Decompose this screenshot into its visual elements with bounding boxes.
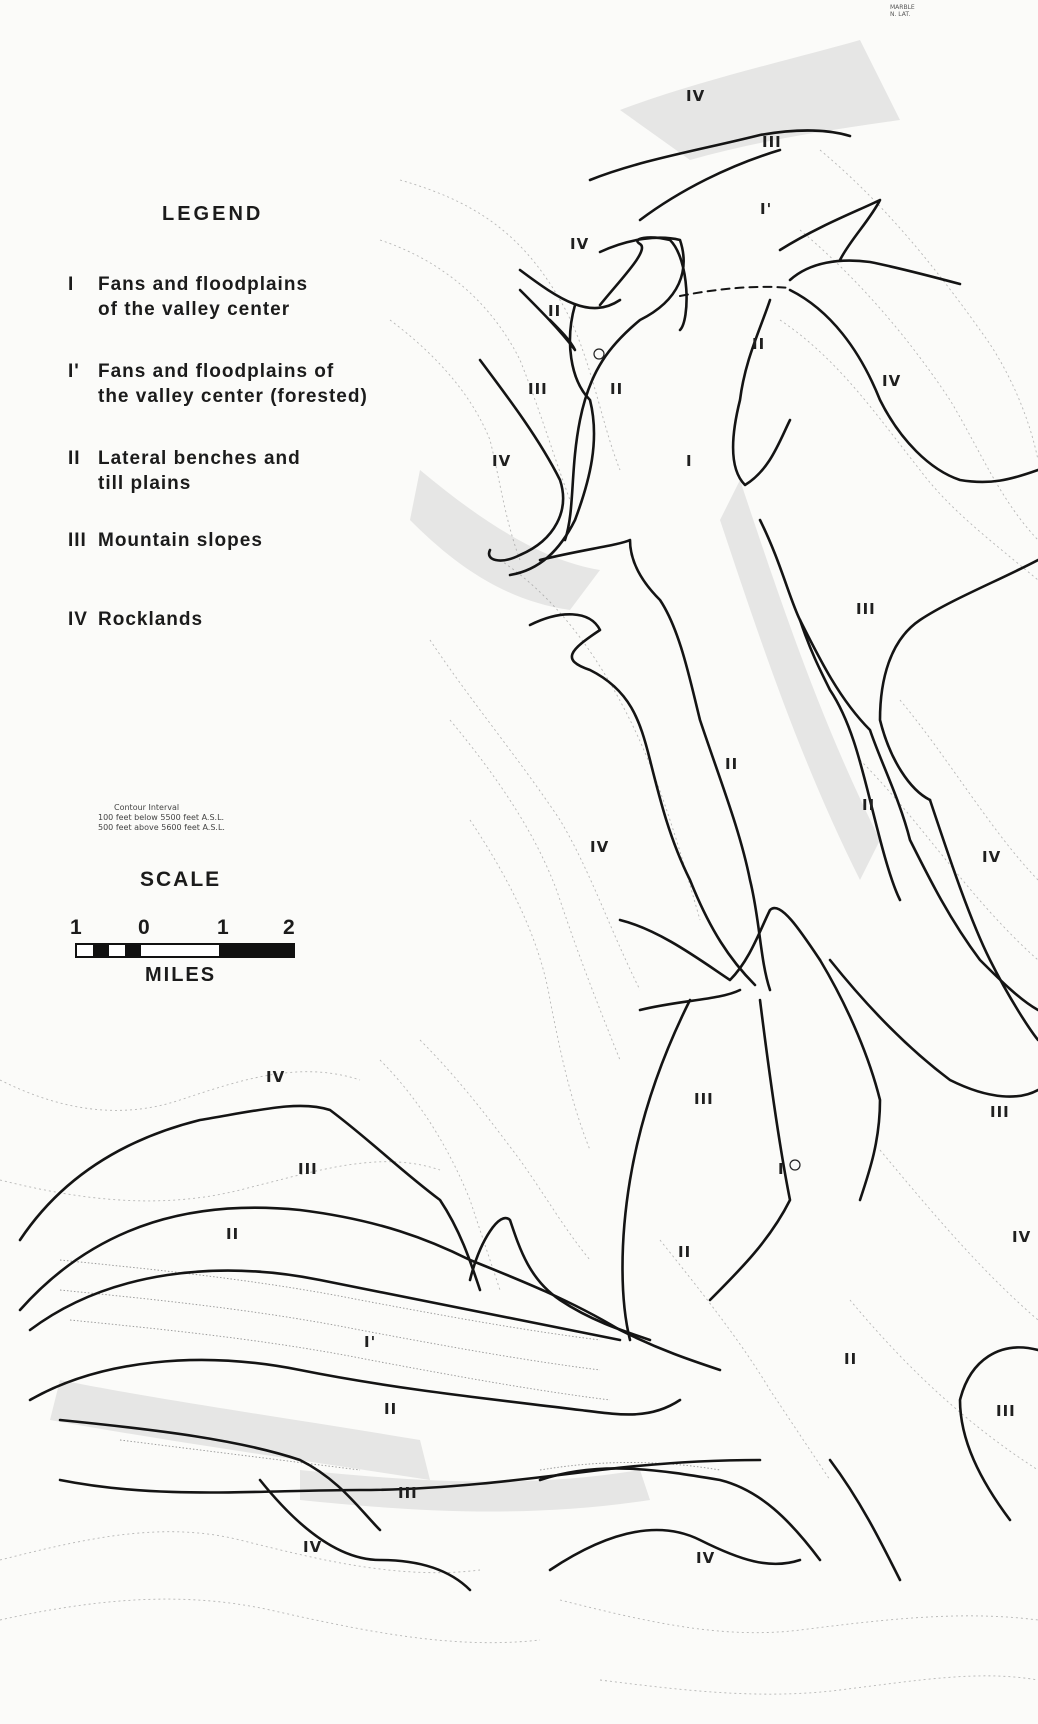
scale-units: MILES bbox=[145, 964, 217, 986]
zone-label: II bbox=[384, 1400, 398, 1418]
boundary-line bbox=[520, 270, 620, 308]
boundary-line bbox=[520, 290, 575, 350]
legend-text: Lateral benches and bbox=[98, 448, 301, 469]
zone-label: II bbox=[752, 335, 766, 353]
survey-marker bbox=[594, 349, 604, 359]
relief-shading bbox=[720, 480, 880, 880]
zone-label: IV bbox=[570, 235, 590, 253]
zone-label: III bbox=[762, 133, 782, 151]
zone-label: I bbox=[686, 452, 693, 470]
legend-text: the valley center (forested) bbox=[98, 386, 368, 407]
boundary-line bbox=[780, 200, 880, 260]
boundary-line bbox=[790, 290, 1038, 482]
legend-title: LEGEND bbox=[162, 203, 264, 225]
legend-code: I' bbox=[68, 361, 80, 382]
boundary-line bbox=[880, 560, 1038, 800]
boundary-line bbox=[550, 1530, 800, 1570]
zone-label: IV bbox=[882, 372, 902, 390]
contour-note-line: Contour Interval bbox=[114, 803, 180, 812]
zone-label: IV bbox=[1012, 1228, 1032, 1246]
boundary-line bbox=[640, 150, 780, 220]
corner-note-line: N. LAT. bbox=[890, 11, 911, 18]
scale-bar-segment bbox=[219, 945, 293, 956]
boundary-line bbox=[620, 908, 820, 980]
boundary-line bbox=[733, 300, 790, 485]
zone-label: III bbox=[398, 1484, 418, 1502]
scale-tick: 0 bbox=[138, 916, 150, 939]
contour-interval-note bbox=[98, 803, 225, 833]
zone-label: II bbox=[678, 1243, 692, 1261]
zone-label: II bbox=[844, 1350, 858, 1368]
zone-label: IV bbox=[982, 848, 1002, 866]
boundary-line bbox=[830, 960, 1038, 1097]
zone-label: II bbox=[610, 380, 624, 398]
scale-bar-segment bbox=[125, 945, 141, 956]
legend-code: I bbox=[68, 274, 75, 295]
corner-note bbox=[890, 4, 915, 18]
legend-text: Rocklands bbox=[98, 609, 204, 630]
boundary-line bbox=[600, 237, 687, 330]
scale-tick: 2 bbox=[283, 916, 295, 939]
legend-text: Fans and floodplains of bbox=[98, 361, 335, 382]
boundary-line bbox=[680, 287, 790, 296]
boundary-line bbox=[790, 261, 960, 284]
boundary-line bbox=[960, 1347, 1038, 1520]
scale-tick: 1 bbox=[70, 916, 82, 939]
legend-text: till plains bbox=[98, 473, 192, 494]
boundary-line bbox=[20, 1106, 480, 1290]
legend-text: Mountain slopes bbox=[98, 530, 263, 551]
legend-item-iii bbox=[68, 528, 263, 553]
zone-label: III bbox=[856, 600, 876, 618]
boundary-line bbox=[623, 1000, 691, 1340]
zone-label: III bbox=[990, 1103, 1010, 1121]
boundary-line bbox=[710, 1000, 790, 1300]
legend-item-ii bbox=[68, 446, 301, 496]
legend-item-i bbox=[68, 272, 308, 322]
scale-bar-segment bbox=[93, 945, 109, 956]
legend-code: III bbox=[68, 530, 87, 551]
boundary-line bbox=[930, 800, 1038, 1040]
boundary-line bbox=[30, 1271, 620, 1340]
boundary-line bbox=[530, 614, 755, 985]
corner-note-line: MARBLE bbox=[890, 4, 915, 11]
zone-label: IV bbox=[266, 1068, 286, 1086]
scale-title: SCALE bbox=[140, 868, 222, 891]
legend-code: IV bbox=[68, 609, 88, 630]
zone-label: IV bbox=[686, 87, 706, 105]
zone-label: IV bbox=[590, 838, 610, 856]
zone-label: II bbox=[226, 1225, 240, 1243]
relief-shading bbox=[620, 40, 900, 160]
relief-shading bbox=[50, 1380, 430, 1480]
zone-label: II bbox=[862, 796, 876, 814]
legend-code: II bbox=[68, 448, 81, 469]
survey-marker bbox=[790, 1160, 800, 1170]
boundary-line bbox=[820, 960, 880, 1200]
zone-label: II bbox=[548, 302, 562, 320]
zone-label: III bbox=[528, 380, 548, 398]
scale-bar bbox=[75, 943, 295, 958]
legend-text: Fans and floodplains bbox=[98, 274, 309, 295]
zone-label: I' bbox=[364, 1333, 377, 1351]
zone-label: III bbox=[298, 1160, 318, 1178]
contour-note-line: 100 feet below 5500 feet A.S.L. bbox=[98, 813, 225, 822]
zone-label: I bbox=[778, 1160, 785, 1178]
scale-tick: 1 bbox=[217, 916, 229, 939]
unit-boundaries bbox=[20, 131, 1038, 1590]
zone-label: IV bbox=[303, 1538, 323, 1556]
legend-text: of the valley center bbox=[98, 299, 291, 320]
zone-label: I' bbox=[760, 200, 773, 218]
contour-note-line: 500 feet above 5600 feet A.S.L. bbox=[98, 823, 225, 832]
boundary-line bbox=[830, 1460, 900, 1580]
zone-label: II bbox=[725, 755, 739, 773]
zone-label: III bbox=[996, 1402, 1016, 1420]
legend-item-i-prime bbox=[68, 359, 368, 409]
zone-label: IV bbox=[696, 1549, 716, 1567]
zone-label: III bbox=[694, 1090, 714, 1108]
zone-label: IV bbox=[492, 452, 512, 470]
legend-item-iv bbox=[68, 607, 203, 632]
